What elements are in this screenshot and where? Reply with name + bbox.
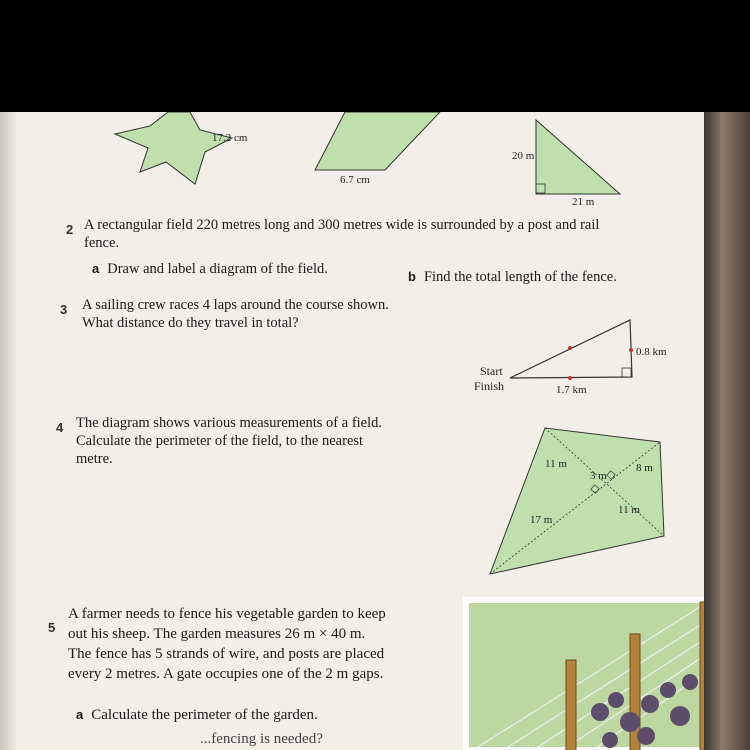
question-5b-partial: ...fencing is needed? xyxy=(200,731,323,747)
course-height-label: 0.8 km xyxy=(636,346,667,358)
question-2b: b Find the total length of the fence. xyxy=(408,269,617,285)
question-3-text: A sailing crew races 4 laps around the course shown. What distance do they travel in total? xyxy=(82,297,389,331)
question-4-number: 4 xyxy=(56,420,64,435)
question-5-number: 5 xyxy=(48,620,56,635)
garden-illustration xyxy=(466,600,716,750)
star-shape xyxy=(115,112,232,184)
question-5-text: A farmer needs to fence his vegetable garden to keep out his sheep. The garden measures 26 m × 40 m. The fence has 5 strands of wire, and posts are placed every 2 metres. A gate occupies one of the 2 m gaps. xyxy=(68,606,386,682)
question-5a: a Calculate the perimeter of the garden. xyxy=(76,707,318,723)
finish-label: Finish xyxy=(474,379,505,393)
right-triangle-shape xyxy=(536,120,620,194)
question-2-text: A rectangular field 220 metres long and 300 metres wide is surrounded by a post and rail fence. xyxy=(84,217,600,251)
field-measure-3: 8 m xyxy=(636,462,653,474)
field-quadrilateral xyxy=(490,428,664,574)
triangle-base-label: 21 m xyxy=(572,196,595,208)
question-3-number: 3 xyxy=(60,302,68,317)
course-base-label: 1.7 km xyxy=(556,384,587,396)
question-4-text: The diagram shows various measurements of a field. Calculate the perimeter of the field, to the nearest metre. xyxy=(76,415,383,467)
question-2-number: 2 xyxy=(66,222,74,237)
triangle-height-label: 20 m xyxy=(512,150,535,162)
field-measure-4: 11 m xyxy=(618,504,640,516)
question-2a: a Draw and label a diagram of the field. xyxy=(92,261,328,277)
star-length-label: 17.2 cm xyxy=(212,132,248,144)
parallelogram-shape xyxy=(315,112,440,170)
start-label: Start xyxy=(480,364,503,378)
field-measure-1: 11 m xyxy=(545,458,567,470)
field-measure-2: 3 m xyxy=(590,470,607,482)
textbook-page xyxy=(0,112,750,750)
parallelogram-length-label: 6.7 cm xyxy=(340,174,370,186)
book-edge xyxy=(704,112,750,750)
field-measure-5: 17 m xyxy=(530,514,553,526)
